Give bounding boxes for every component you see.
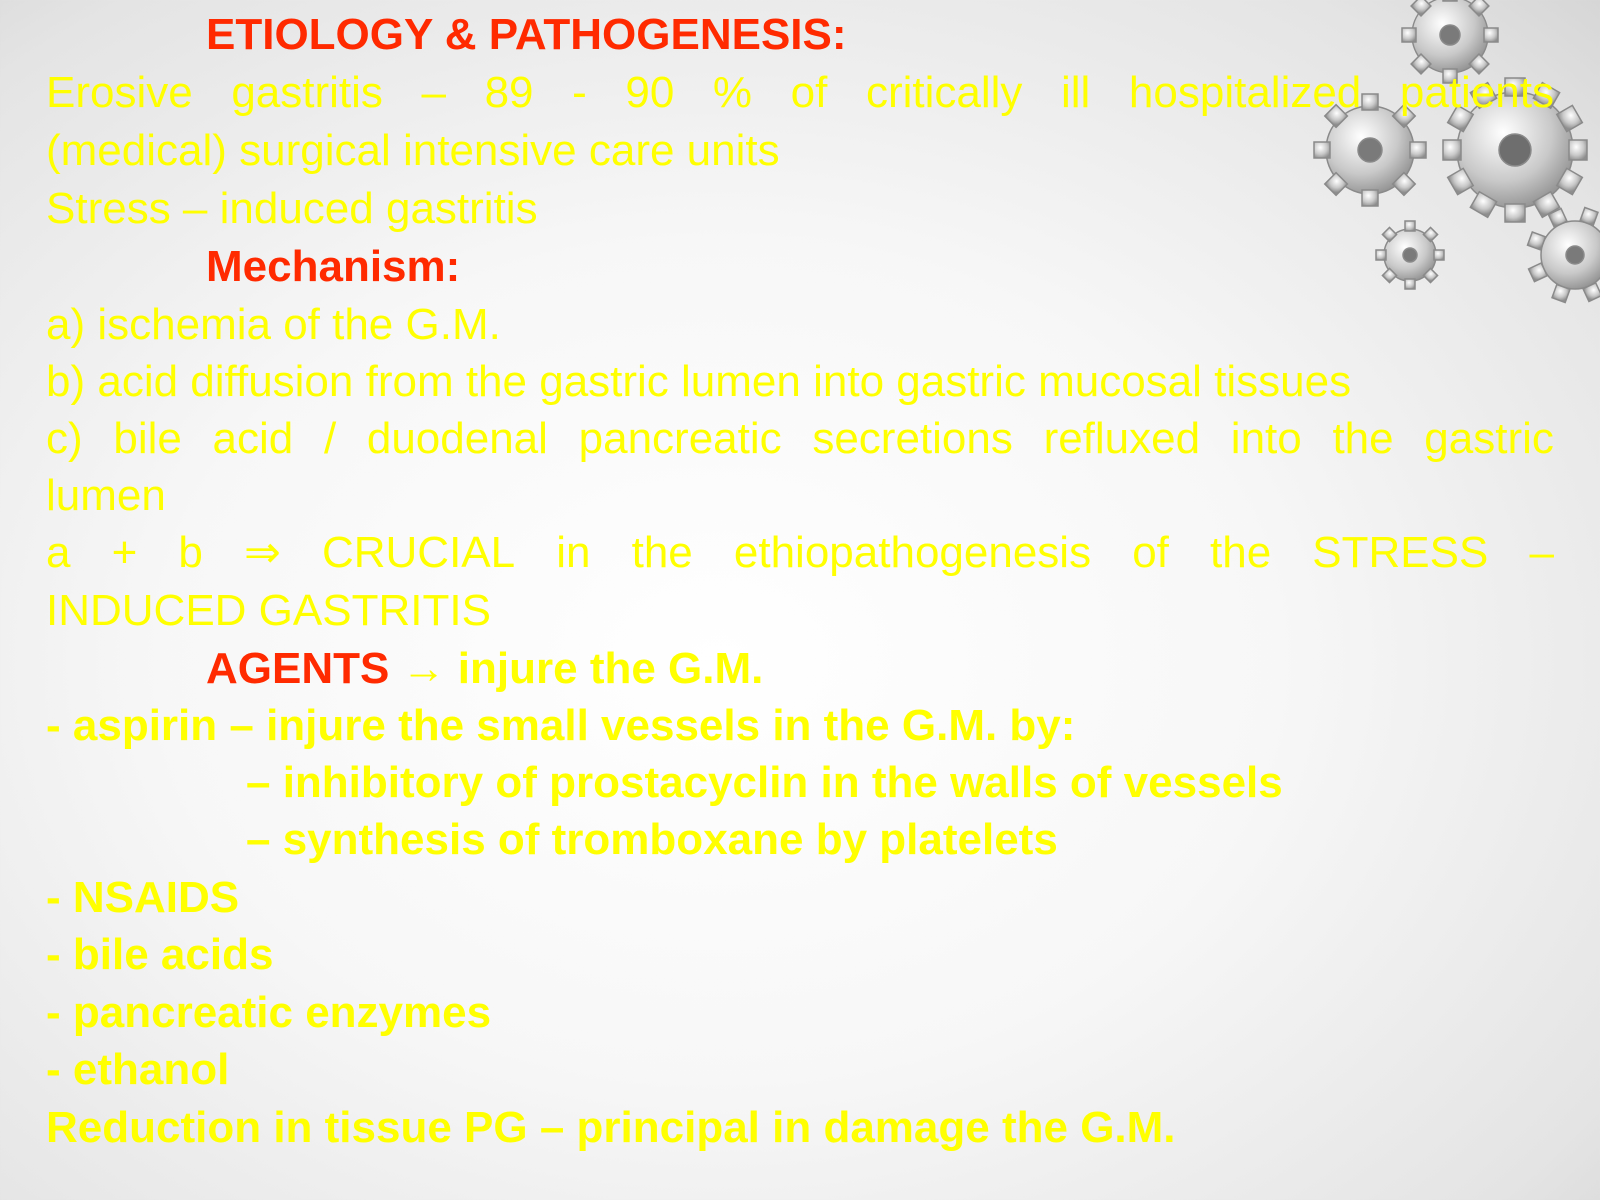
erosive-word: 90 <box>625 68 675 117</box>
crucial-word: a <box>46 528 71 577</box>
mechanism-c-word: duodenal <box>366 414 548 463</box>
crucial-word: the <box>1210 528 1272 577</box>
aspirin-line: - aspirin – injure the small vessels in the G.M. by: <box>46 701 1076 750</box>
mechanism-heading: Mechanism: <box>206 242 461 291</box>
mechanism-c-word: bile <box>113 414 182 463</box>
mechanism-c-word: acid <box>212 414 294 463</box>
mechanism-c-word: gastric <box>1424 414 1554 463</box>
mechanism-c-word: / <box>323 414 337 463</box>
crucial-word: of <box>1132 528 1169 577</box>
conclusion-line: Reduction in tissue PG – principal in damage the G.M. <box>46 1103 1176 1152</box>
aspirin-sub-2: – synthesis of tromboxane by platelets <box>246 815 1058 864</box>
mechanism-c <box>46 410 1554 468</box>
agent-item-nsaids: - NSAIDS <box>46 873 240 922</box>
crucial-word: CRUCIAL <box>321 528 516 577</box>
erosive-word: – <box>421 68 446 117</box>
mechanism-c-line-2: lumen <box>46 471 166 520</box>
mechanism-c-word: into <box>1230 414 1302 463</box>
erosive-word: patients <box>1399 68 1554 117</box>
mechanism-c-word: c) <box>46 414 83 463</box>
mechanism-b: b) acid diffusion from the gastric lumen into gastric mucosal tissues <box>46 357 1352 406</box>
stress-line: Stress – induced gastritis <box>46 184 538 233</box>
crucial-line <box>46 524 1554 582</box>
erosive-word: critically <box>865 68 1023 117</box>
agents-label: AGENTS <box>206 644 390 693</box>
agent-item-bile-acids: - bile acids <box>46 930 274 979</box>
crucial-word: in <box>556 528 591 577</box>
mechanism-c-word: pancreatic <box>578 414 782 463</box>
erosive-gastritis-line <box>46 64 1554 122</box>
aspirin-sub-1: – inhibitory of prostacyclin in the walls of vessels <box>246 758 1283 807</box>
crucial-word: the <box>631 528 693 577</box>
crucial-word: b <box>178 528 203 577</box>
erosive-word: % <box>712 68 753 117</box>
crucial-word: STRESS <box>1312 528 1489 577</box>
page-title: ETIOLOGY & PATHOGENESIS: <box>206 10 847 59</box>
erosive-word: ill <box>1060 68 1091 117</box>
mechanism-a: a) ischemia of the G.M. <box>46 300 501 349</box>
erosive-word: gastritis <box>231 68 383 117</box>
crucial-line-2: INDUCED GASTRITIS <box>46 586 491 635</box>
mechanism-c-word: refluxed <box>1043 414 1201 463</box>
erosive-word: - <box>572 68 587 117</box>
agent-item-pancreatic-enzymes: - pancreatic enzymes <box>46 988 492 1037</box>
crucial-word: ethiopathogenesis <box>733 528 1092 577</box>
agents-heading <box>206 640 1600 698</box>
agent-item-ethanol: - ethanol <box>46 1045 230 1094</box>
erosive-word: Erosive <box>46 68 193 117</box>
erosive-word: of <box>790 68 828 117</box>
crucial-word: ⇒ <box>244 528 281 577</box>
crucial-word: + <box>111 528 138 577</box>
mechanism-c-word: the <box>1332 414 1394 463</box>
mechanism-c-word: secretions <box>812 414 1013 463</box>
crucial-word: – <box>1529 528 1554 577</box>
erosive-word: hospitalized <box>1128 68 1362 117</box>
erosive-gastritis-line-2: (medical) surgical intensive care units <box>46 126 780 175</box>
erosive-word: 89 <box>484 68 534 117</box>
agents-rest: → injure the G.M. <box>389 644 764 693</box>
